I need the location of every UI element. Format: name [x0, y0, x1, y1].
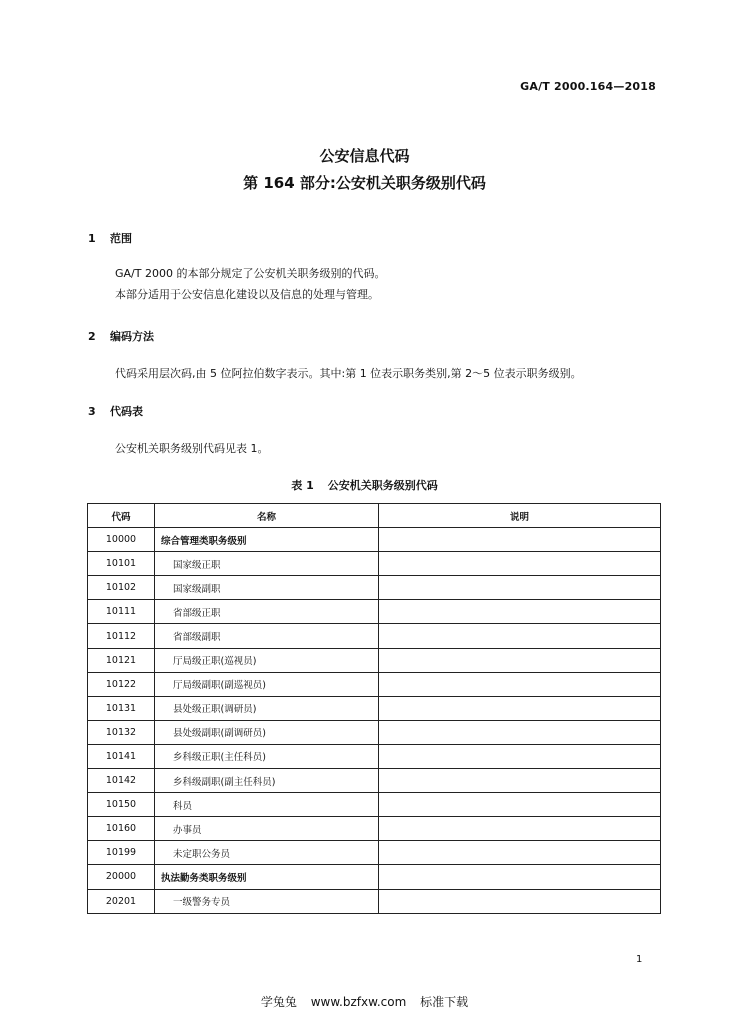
cell-note	[379, 696, 661, 720]
cell-name: 一级警务专员	[155, 889, 379, 913]
cell-name: 乡科级副职(副主任科员)	[155, 769, 379, 793]
cell-code: 10199	[88, 841, 155, 865]
cell-note	[379, 720, 661, 744]
table-row	[88, 648, 661, 672]
table-row	[88, 817, 661, 841]
section-1-heading	[88, 230, 132, 246]
cell-note	[379, 672, 661, 696]
table-row	[88, 744, 661, 768]
table-row	[88, 576, 661, 600]
cell-note	[379, 648, 661, 672]
cell-name: 执法勤务类职务级别	[155, 865, 379, 889]
cell-name: 厅局级正职(巡视员)	[155, 648, 379, 672]
table-row	[88, 552, 661, 576]
cell-code: 10111	[88, 600, 155, 624]
section-2-heading	[88, 328, 154, 344]
cell-note	[379, 889, 661, 913]
page-number: 1	[636, 954, 643, 965]
document-number: GA/T 2000.164—2018	[520, 80, 656, 93]
cell-note	[379, 552, 661, 576]
cell-code: 10121	[88, 648, 155, 672]
cell-code: 10000	[88, 528, 155, 552]
table-body	[88, 528, 661, 914]
cell-note	[379, 841, 661, 865]
table-row	[88, 672, 661, 696]
table-header-row	[88, 504, 661, 528]
table-row	[88, 720, 661, 744]
section-title: 范围	[110, 232, 132, 245]
cell-code: 10150	[88, 793, 155, 817]
document-title: 公安信息代码	[319, 147, 410, 165]
cell-code: 10102	[88, 576, 155, 600]
code-table	[87, 503, 661, 914]
cell-note	[379, 600, 661, 624]
table-row	[88, 889, 661, 913]
cell-code: 10122	[88, 672, 155, 696]
header-code: 代码	[88, 504, 155, 528]
cell-note	[379, 769, 661, 793]
cell-name: 县处级副职(副调研员)	[155, 720, 379, 744]
cell-note	[379, 528, 661, 552]
cell-name: 未定职公务员	[155, 841, 379, 865]
document-subtitle: 第 164 部分:公安机关职务级别代码	[243, 174, 486, 192]
cell-name: 乡科级正职(主任科员)	[155, 744, 379, 768]
cell-code: 10131	[88, 696, 155, 720]
cell-code: 10112	[88, 624, 155, 648]
cell-name: 科员	[155, 793, 379, 817]
table-row	[88, 865, 661, 889]
section-number: 2	[88, 330, 96, 343]
table-row	[88, 841, 661, 865]
cell-note	[379, 576, 661, 600]
section-3-paragraph-1: 公安机关职务级别代码见表 1。	[115, 442, 269, 455]
cell-name: 县处级正职(调研员)	[155, 696, 379, 720]
cell-note	[379, 744, 661, 768]
cell-code: 10160	[88, 817, 155, 841]
cell-name: 国家级正职	[155, 552, 379, 576]
cell-note	[379, 624, 661, 648]
footer-site: 学兔兔	[260, 995, 297, 1009]
table-row	[88, 600, 661, 624]
cell-name: 办事员	[155, 817, 379, 841]
cell-code: 10101	[88, 552, 155, 576]
section-title: 代码表	[110, 405, 143, 418]
cell-note	[379, 793, 661, 817]
cell-code: 20000	[88, 865, 155, 889]
cell-name: 省部级副职	[155, 624, 379, 648]
section-1-paragraph-1: GA/T 2000 的本部分规定了公安机关职务级别的代码。	[115, 267, 386, 280]
section-2-paragraph-1: 代码采用层次码,由 5 位阿拉伯数字表示。其中:第 1 位表示职务类别,第 2～5 位表示职务级别。	[115, 367, 582, 380]
section-1-paragraph-2: 本部分适用于公安信息化建设以及信息的处理与管理。	[115, 288, 379, 301]
footer-url: www.bzfxw.com	[310, 995, 407, 1009]
cell-code: 20201	[88, 889, 155, 913]
table-row	[88, 624, 661, 648]
table-caption-label: 表 1	[291, 479, 314, 492]
section-title: 编码方法	[110, 330, 154, 343]
cell-name: 厅局级副职(副巡视员)	[155, 672, 379, 696]
table-row	[88, 696, 661, 720]
cell-name: 综合管理类职务级别	[155, 528, 379, 552]
section-3-heading	[88, 403, 143, 419]
cell-name: 国家级副职	[155, 576, 379, 600]
cell-code: 10132	[88, 720, 155, 744]
table-row	[88, 528, 661, 552]
section-number: 1	[88, 232, 96, 245]
cell-note	[379, 865, 661, 889]
cell-code: 10141	[88, 744, 155, 768]
table-caption-title: 公安机关职务级别代码	[327, 479, 438, 492]
footer-watermark	[0, 993, 729, 1010]
table-row	[88, 793, 661, 817]
section-number: 3	[88, 405, 96, 418]
header-name: 名称	[155, 504, 379, 528]
cell-name: 省部级正职	[155, 600, 379, 624]
table-row	[88, 769, 661, 793]
cell-note	[379, 817, 661, 841]
header-note: 说明	[379, 504, 661, 528]
cell-code: 10142	[88, 769, 155, 793]
footer-slogan: 标准下载	[420, 995, 469, 1009]
table-caption	[0, 477, 729, 493]
